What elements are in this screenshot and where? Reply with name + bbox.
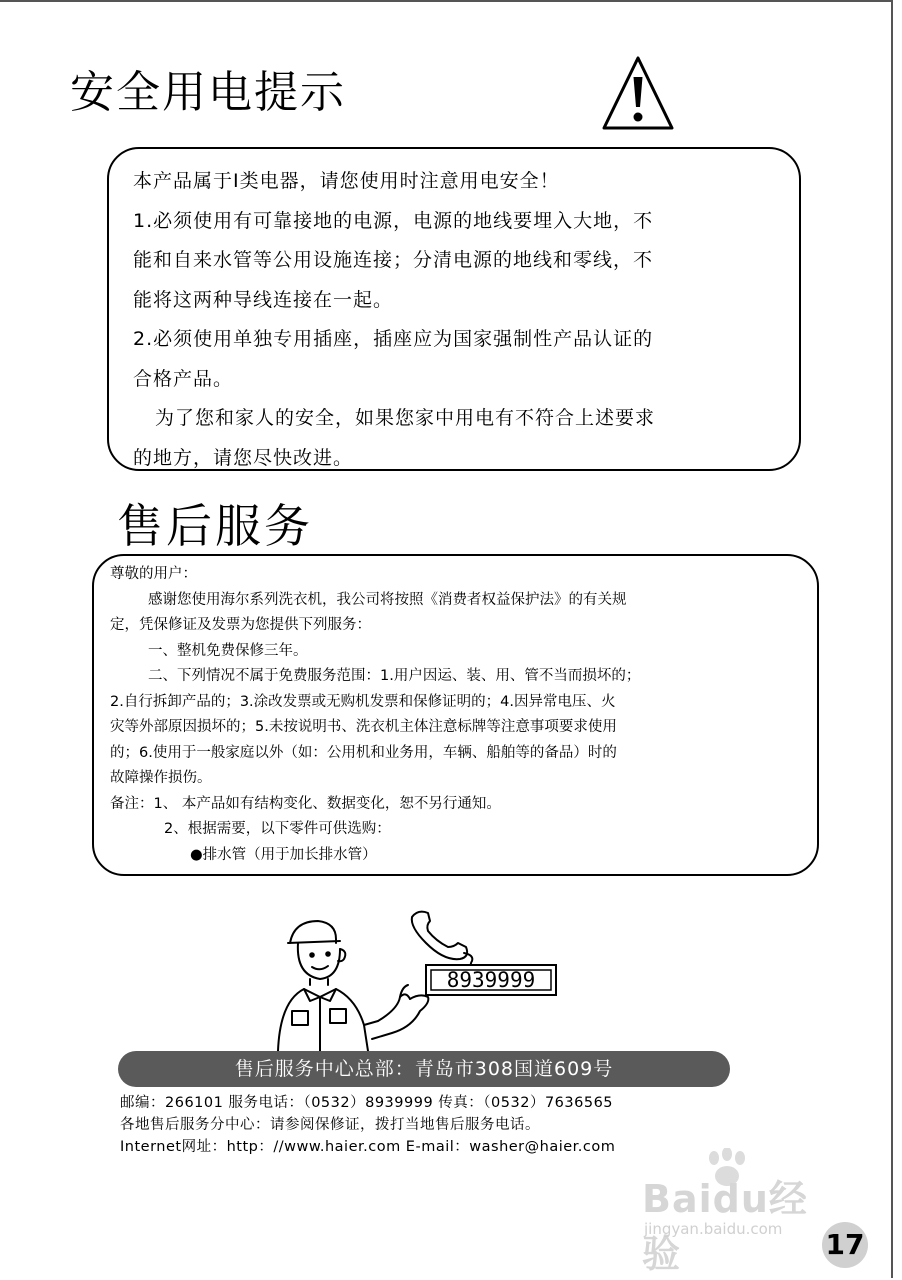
service-line: 2.自行拆卸产品的；3.涂改发票或无购机发票和保修证明的；4.因异常电压、火	[110, 693, 616, 710]
service-man-illustration	[260, 905, 580, 1055]
service-box	[92, 554, 819, 876]
safety-title: 安全用电提示	[70, 67, 346, 118]
service-line: 感谢您使用海尔系列洗衣机，我公司将按照《消费者权益保护法》的有关规	[148, 591, 627, 608]
phone-number-sign: 8939999	[446, 968, 536, 992]
safety-line: 能和自来水管等公用设施连接；分清电源的地线和零线，不	[133, 249, 654, 271]
service-line: 的；6.使用于一般家庭以外（如：公用机和业务用，车辆、船舶等的备品）时的	[110, 744, 617, 761]
safety-line: 为了您和家人的安全，如果您家中用电有不符合上述要求	[155, 407, 656, 429]
service-line: 灾等外部原因损坏的；5.未按说明书、洗衣机主体注意标牌等注意事项要求使用	[110, 719, 617, 735]
service-line: 一、整机免费保修三年。	[148, 642, 308, 659]
safety-line: 能将这两种导线连接在一起。	[133, 288, 394, 311]
safety-line: 1.必须使用有可靠接地的电源，电源的地线要埋入大地，不	[133, 209, 654, 232]
safety-line: 的地方，请您尽快改进。	[133, 446, 354, 469]
warning-icon	[602, 55, 674, 131]
service-line: 2、根据需要，以下零件可供选购：	[164, 821, 391, 837]
contact-line-branches: 各地售后服务分中心：请参阅保修证，拨打当地售后服务电话。	[120, 1117, 540, 1133]
hq-address-banner: 售后服务中心总部：青岛市308国道609号	[118, 1051, 730, 1087]
watermark-url: jingyan.baidu.com	[644, 1220, 783, 1238]
service-line: 定，凭保修证及发票为您提供下列服务：	[110, 617, 371, 633]
watermark-logo: Baidu经验	[642, 1177, 808, 1276]
service-title: 售后服务	[117, 499, 313, 553]
service-line: 尊敬的用户：	[110, 566, 197, 582]
safety-notice-box	[107, 147, 801, 471]
safety-line: 合格产品。	[133, 367, 234, 390]
service-line: ●排水管（用于加长排水管）	[190, 846, 377, 863]
baidu-watermark	[642, 1148, 842, 1276]
safety-line: 本产品属于I类电器，请您使用时注意用电安全！	[133, 170, 560, 192]
service-line: 备注：1、 本产品如有结构变化、数据变化，恕不另行通知。	[110, 795, 501, 812]
service-line: 二、下列情况不属于免费服务范围：1.用户因运、装、用、管不当而损坏的；	[148, 668, 641, 684]
service-line: 故障操作损伤。	[110, 770, 212, 786]
contact-line-web: Internet网址：http：//www.haier.com E-mail：washer@haier.com	[120, 1139, 616, 1155]
contact-line-postal: 邮编：266101 服务电话：（0532）8939999 传真：（0532）7636565	[120, 1095, 614, 1111]
safety-line: 2.必须使用单独专用插座，插座应为国家强制性产品认证的	[133, 328, 654, 350]
page-number: 17	[822, 1222, 868, 1268]
